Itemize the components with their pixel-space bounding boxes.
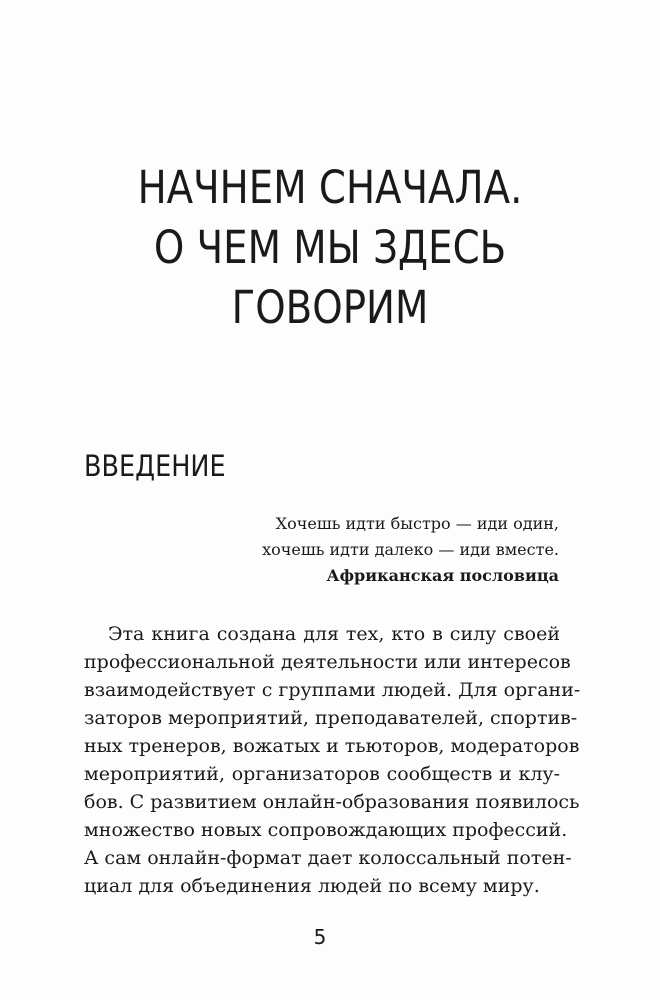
- chapter-title-line: НАЧНЕМ СНАЧАЛА.: [137, 161, 523, 214]
- chapter-title-line: ГОВОРИМ: [231, 281, 429, 334]
- body-paragraph: [84, 620, 581, 900]
- epigraph-source: Африканская пословица: [326, 566, 559, 585]
- body-line: циал для объединения людей по всему миру.: [84, 875, 540, 897]
- chapter-title-line: О ЧЕМ МЫ ЗДЕСЬ: [153, 221, 507, 274]
- body-line: бов. С развитием онлайн-образования появилось: [84, 791, 580, 813]
- epigraph-line: хочешь идти далеко — иди вместе.: [262, 540, 559, 559]
- epigraph-line: Хочешь идти быстро — иди один,: [275, 514, 559, 533]
- body-line: профессиональной деятельности или интересов: [84, 651, 571, 673]
- body-line: А сам онлайн-формат дает колоссальный потен-: [84, 847, 572, 869]
- chapter-title: [98, 158, 562, 338]
- body-line: мероприятий, организаторов сообществ и клу-: [84, 763, 560, 785]
- section-heading: ВВЕДЕНИЕ: [84, 449, 226, 483]
- epigraph: [159, 511, 559, 589]
- page-number: 5: [313, 925, 327, 949]
- body-line: ных тренеров, вожатых и тьюторов, модераторов: [84, 735, 580, 757]
- body-line: множество новых сопровождающих профессий.: [84, 819, 568, 841]
- body-line: заторов мероприятий, преподавателей, спортив-: [84, 707, 578, 729]
- body-line: Эта книга создана для тех, кто в силу своей: [108, 623, 560, 645]
- body-line: взаимодействует с группами людей. Для органи-: [84, 679, 581, 701]
